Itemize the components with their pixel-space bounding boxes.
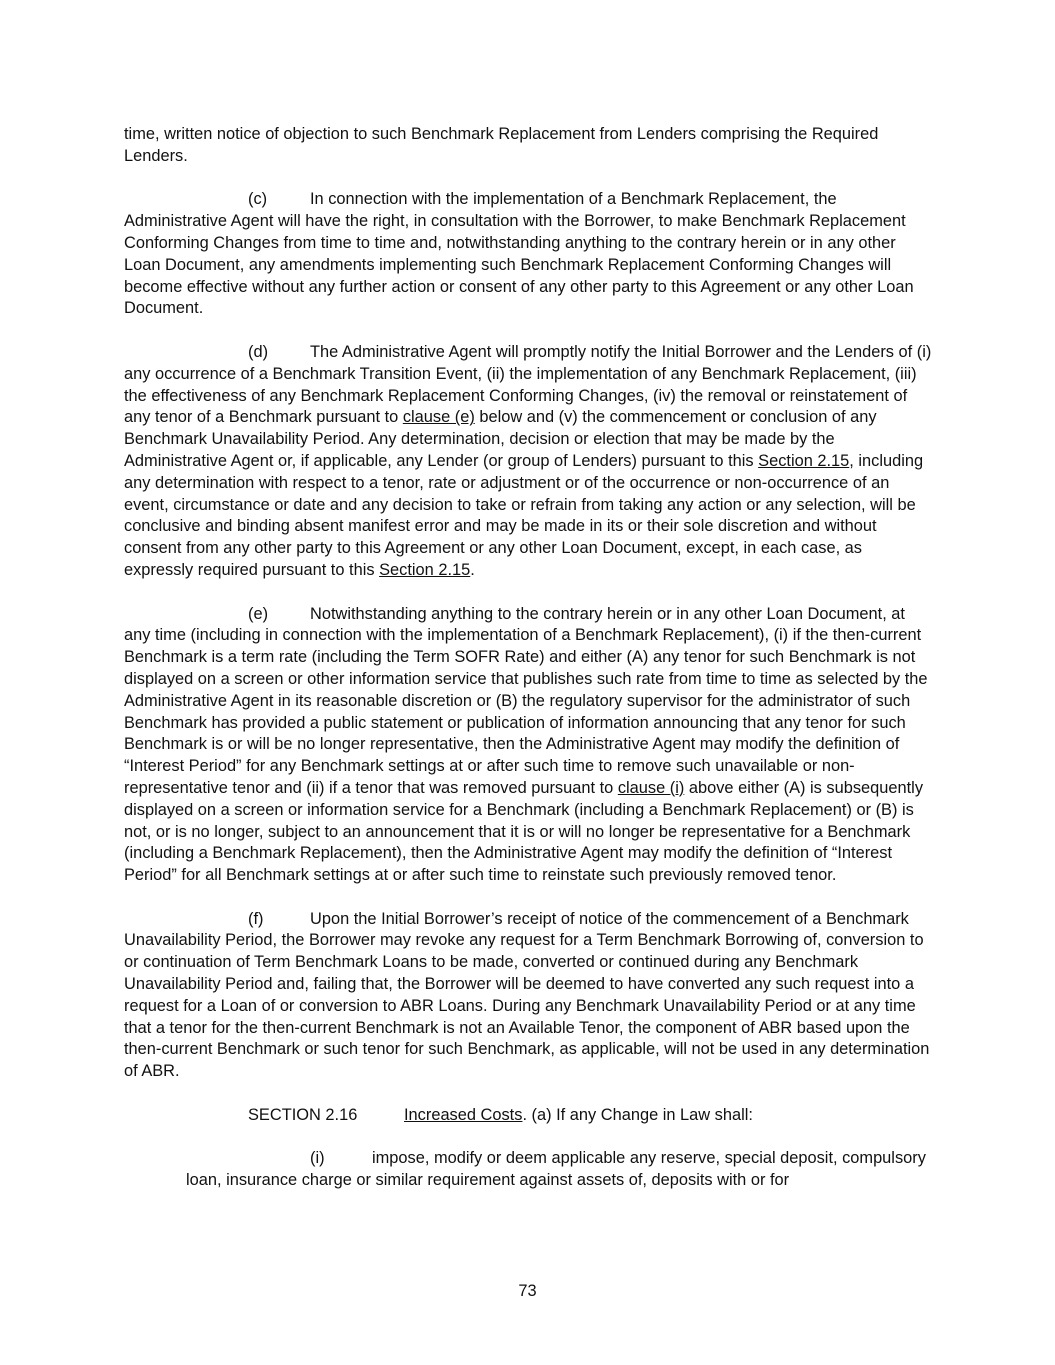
paragraph-text: , including any determination with respect to a tenor, rate or adjustment or of the occurrence or non-occurrence of an event, circumstance or date and any decision to take or refrain from taking any action or any selection, will be conclusive and binding absent manifest error and may be made in its or their sole discretion and without consent from any other party to this Agreement or any other Loan Document, except, in each case, as expressly required pursuant to this [124, 451, 924, 579]
paragraph-continuation [124, 124, 932, 168]
paragraph-c [124, 189, 932, 320]
paragraph-text: above either (A) is subsequently displayed on a screen or information service for a Benchmark (including a Benchmark Replacement) or (B) is not, or is no longer, subject to an announcement that it is or will no longer be representative for a Benchmark (including a Benchmark Replacement), then the Administrative Agent may modify the definition of “Interest Period” for all Benchmark settings at or after such time to reinstate such previously removed tenor. [124, 778, 924, 885]
clause-e-reference: clause (e) [402, 408, 475, 427]
paragraph-f [124, 909, 932, 1083]
section-2-15-reference: Section 2.15 [758, 451, 850, 470]
paragraph-d [124, 342, 932, 582]
paragraph-text: below and (v) the commencement or conclusion of any Benchmark Unavailability Period. Any determination, decision or election that may be made by the Administrative Agent or, if applicable, any Lender (or group of Lenders) pursuant to this [124, 408, 877, 470]
paragraph-text: Upon the Initial Borrower’s receipt of notice of the commencement of a Benchmark Unavailability Period, the Borrower may revoke any request for a Term Benchmark Borrowing of, conversion to or continuation of Term Benchmark Loans to be made, converted or continued during any Benchmark Unavailability Period and, failing that, the Borrower will be deemed to have converted any such request into a request for a Loan of or conversion to ABR Loans. During any Benchmark Unavailability Period or at any time that a tenor for the then-current Benchmark is not an Available Tenor, the component of ABR based upon the then-current Benchmark or such tenor for such Benchmark, as applicable, will not be used in any determination of ABR. [124, 909, 930, 1081]
page-number: 73 [518, 1282, 537, 1300]
paragraph-e [124, 604, 932, 887]
paragraph-i [186, 1148, 932, 1192]
paragraph-label: (d) [248, 342, 269, 361]
section-text: . (a) If any Change in Law shall: [522, 1105, 753, 1124]
paragraph-label: (f) [248, 909, 264, 928]
paragraph-text: Notwithstanding anything to the contrary herein or in any other Loan Document, at any time (including in connection with the implementation of a Benchmark Replacement), (i) if the then-current Benchmark is a term rate (including the Term SOFR Rate) and either (A) any tenor for such Benchmark is not displayed on a screen or other information service that publishes such rate from time to time as selected by the Administrative Agent in its reasonable discretion or (B) the regulatory supervisor for the administrator of such Benchmark has provided a public statement or publication of information announcing that any tenor for such Benchmark is or will be no longer representative, then the Administrative Agent may modify the definition of “Interest Period” for any Benchmark settings at or after such time to remove such unavailable or non-representative tenor and (ii) if a tenor that was removed pursuant to [124, 604, 928, 797]
section-title: Increased Costs [404, 1105, 523, 1124]
section-2-16-heading [124, 1105, 932, 1127]
paragraph-text: . [470, 560, 475, 579]
paragraph-label: (i) [310, 1149, 325, 1168]
paragraph-text: In connection with the implementation of a Benchmark Replacement, the Administrative Agent will have the right, in consultation with the Borrower, to make Benchmark Replacement Conforming Changes from time to time and, notwithstanding anything to the contrary herein or in any other Loan Document, any amendments implementing such Benchmark Replacement Conforming Changes will become effective without any further action or consent of any other party to this Agreement or any other Loan Document. [124, 190, 914, 318]
paragraph-text: time, written notice of objection to such Benchmark Replacement from Lenders comprising the Required Lenders. [124, 125, 879, 165]
paragraph-text: The Administrative Agent will promptly notify the Initial Borrower and the Lenders of (i) any occurrence of a Benchmark Transition Event, (ii) the implementation of any Benchmark Replacement, (iii) the effectiveness of any Benchmark Replacement Conforming Changes, (iv) the removal or reinstatement of any tenor of a Benchmark pursuant to [124, 342, 932, 427]
clause-i-reference: clause (i) [617, 778, 685, 797]
section-2-15-reference: Section 2.15 [379, 560, 471, 579]
paragraph-label: (c) [248, 190, 268, 209]
section-number: SECTION 2.16 [248, 1105, 358, 1124]
paragraph-label: (e) [248, 604, 269, 623]
paragraph-text: impose, modify or deem applicable any reserve, special deposit, compulsory loan, insurance charge or similar requirement against assets of, deposits with or for [186, 1149, 926, 1190]
document-body [124, 124, 932, 1214]
